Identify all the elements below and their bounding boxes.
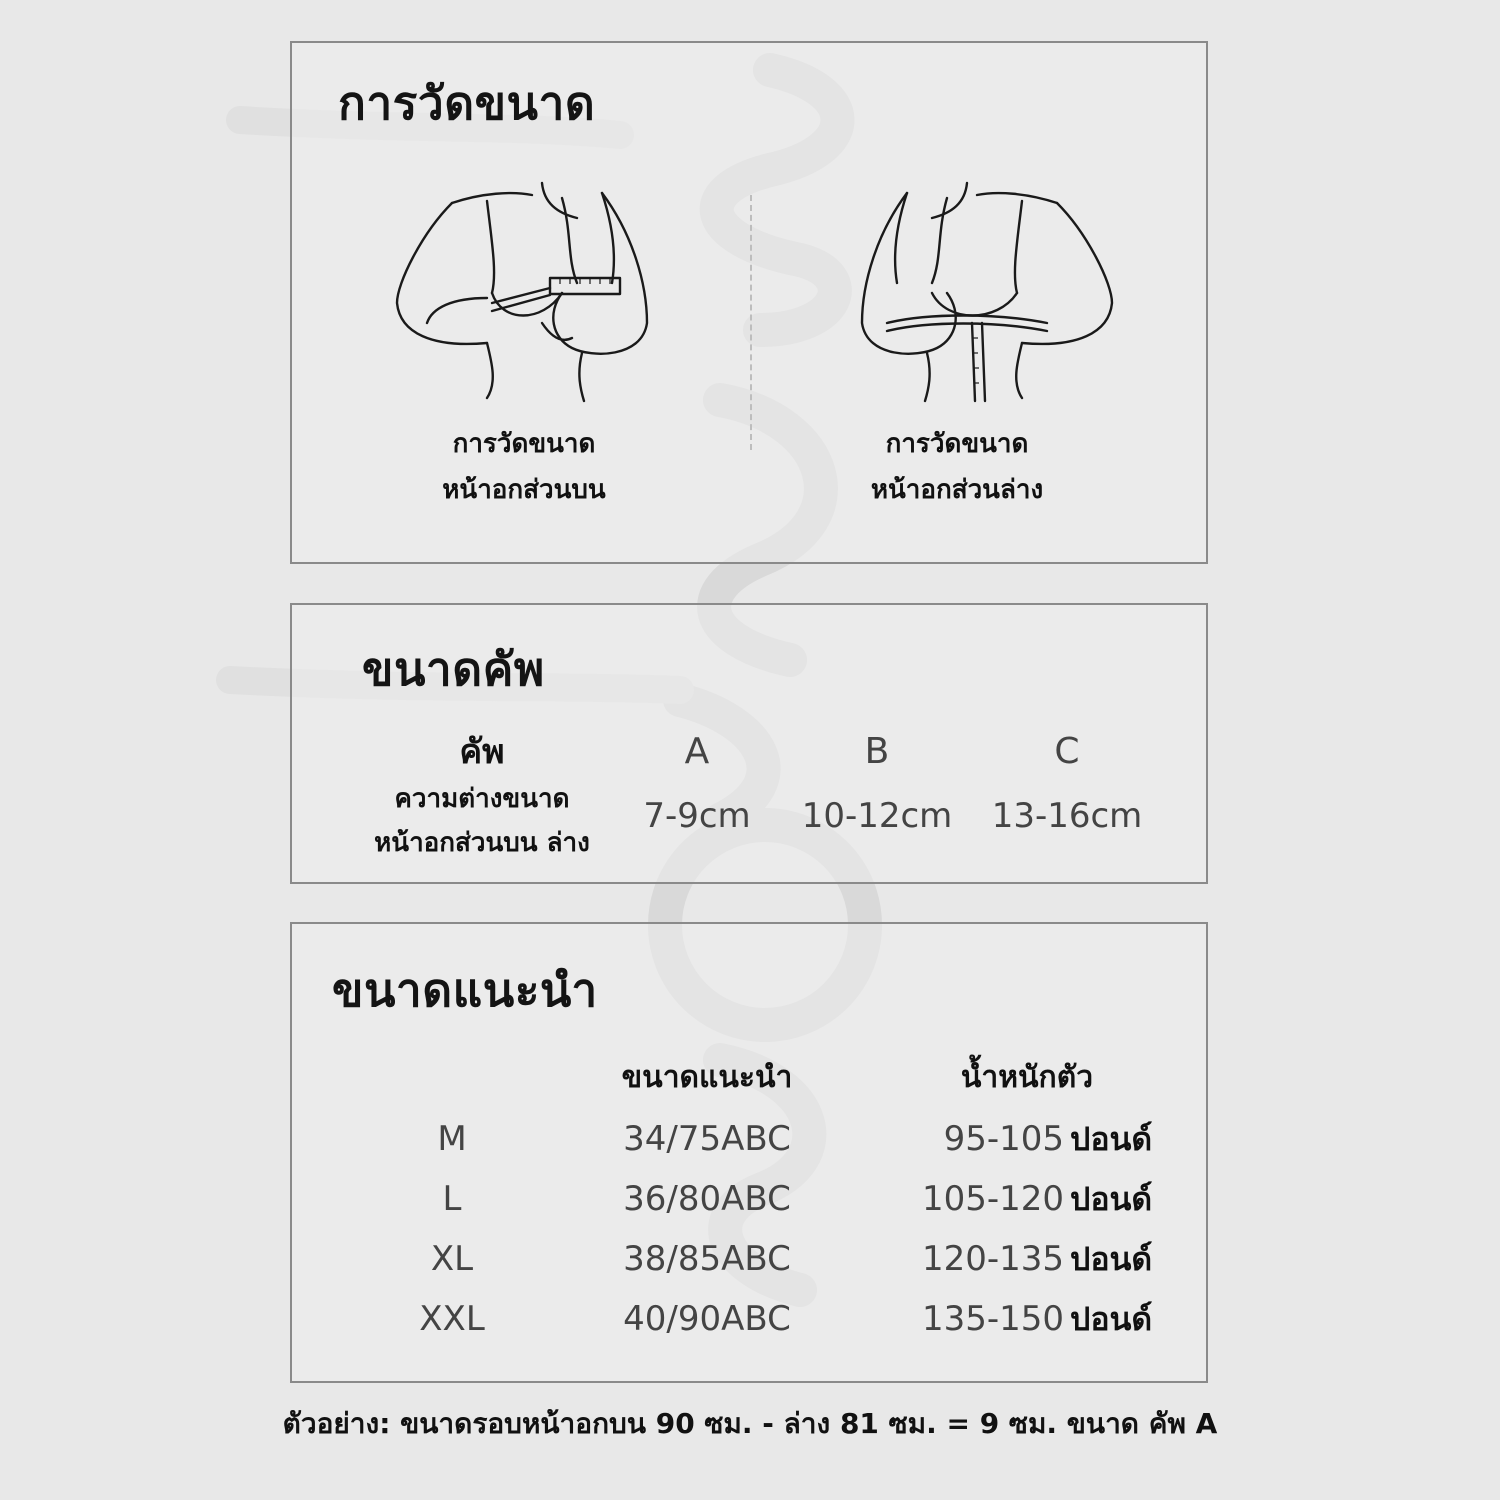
upper-caption-line1: การวัดขนาด bbox=[452, 429, 596, 459]
weight-cell: 120-135 bbox=[921, 1239, 1064, 1279]
upper-bust-caption bbox=[374, 421, 674, 513]
example-footnote: ตัวอย่าง: ขนาดรอบหน้าอกบน 90 ซม. - ล่าง 81 ซม. = 9 ซม. ขนาด คัพ A bbox=[282, 1407, 1218, 1440]
cup-difference-label-2: หน้าอกส่วนบน ล่าง bbox=[374, 828, 590, 858]
lower-caption-line1: การวัดขนาด bbox=[885, 429, 1029, 459]
cup-range: 10-12cm bbox=[801, 796, 953, 836]
recommend-panel bbox=[290, 922, 1208, 1383]
upper-bust-illustration bbox=[392, 173, 662, 403]
cup-letter: A bbox=[684, 731, 710, 772]
weight-cell: 95-105 bbox=[943, 1119, 1064, 1159]
measure-title: การวัดขนาด bbox=[338, 76, 596, 130]
cup-range: 7-9cm bbox=[643, 796, 751, 836]
lower-caption-line2: หน้าอกส่วนล่าง bbox=[870, 475, 1044, 505]
table-row bbox=[292, 1169, 1206, 1229]
upper-caption-line2: หน้าอกส่วนบน bbox=[442, 475, 606, 505]
cup-letter: B bbox=[864, 731, 890, 772]
band-cell: 40/90ABC bbox=[623, 1299, 791, 1339]
size-cell: M bbox=[437, 1119, 467, 1159]
recommend-title: ขนาดแนะนำ bbox=[332, 963, 598, 1017]
size-cell: L bbox=[442, 1179, 462, 1219]
table-row bbox=[292, 1109, 1206, 1169]
cup-range: 13-16cm bbox=[991, 796, 1143, 836]
cup-column-c bbox=[982, 727, 1152, 841]
size-cell: XL bbox=[430, 1239, 474, 1279]
weight-unit: ปอนด์ bbox=[1070, 1240, 1153, 1278]
weight-cell: 135-150 bbox=[921, 1299, 1064, 1339]
measure-panel bbox=[290, 41, 1208, 564]
weight-unit: ปอนด์ bbox=[1070, 1120, 1153, 1158]
panel-divider bbox=[750, 195, 752, 450]
band-cell: 38/85ABC bbox=[623, 1239, 791, 1279]
cup-label: คัพ bbox=[459, 732, 505, 772]
table-row bbox=[292, 1229, 1206, 1289]
weight-unit: ปอนด์ bbox=[1070, 1180, 1153, 1218]
cup-column-b bbox=[797, 727, 957, 841]
lower-bust-caption bbox=[807, 421, 1107, 513]
weight-cell: 105-120 bbox=[921, 1179, 1064, 1219]
cup-panel bbox=[290, 603, 1208, 884]
table-row bbox=[292, 1289, 1206, 1349]
cup-difference-label-1: ความต่างขนาด bbox=[394, 784, 570, 814]
cup-letter: C bbox=[1054, 731, 1080, 772]
header-recommended-size: ขนาดแนะนำ bbox=[621, 1060, 793, 1095]
weight-unit: ปอนด์ bbox=[1070, 1300, 1153, 1338]
lower-bust-illustration bbox=[847, 173, 1117, 403]
band-cell: 36/80ABC bbox=[623, 1179, 791, 1219]
band-cell: 34/75ABC bbox=[623, 1119, 791, 1159]
cup-column-a bbox=[627, 727, 767, 841]
cup-title: ขนาดคัพ bbox=[362, 642, 545, 696]
header-body-weight: น้ำหนักตัว bbox=[960, 1060, 1094, 1095]
size-cell: XXL bbox=[419, 1299, 485, 1339]
cup-row-labels bbox=[332, 727, 632, 865]
